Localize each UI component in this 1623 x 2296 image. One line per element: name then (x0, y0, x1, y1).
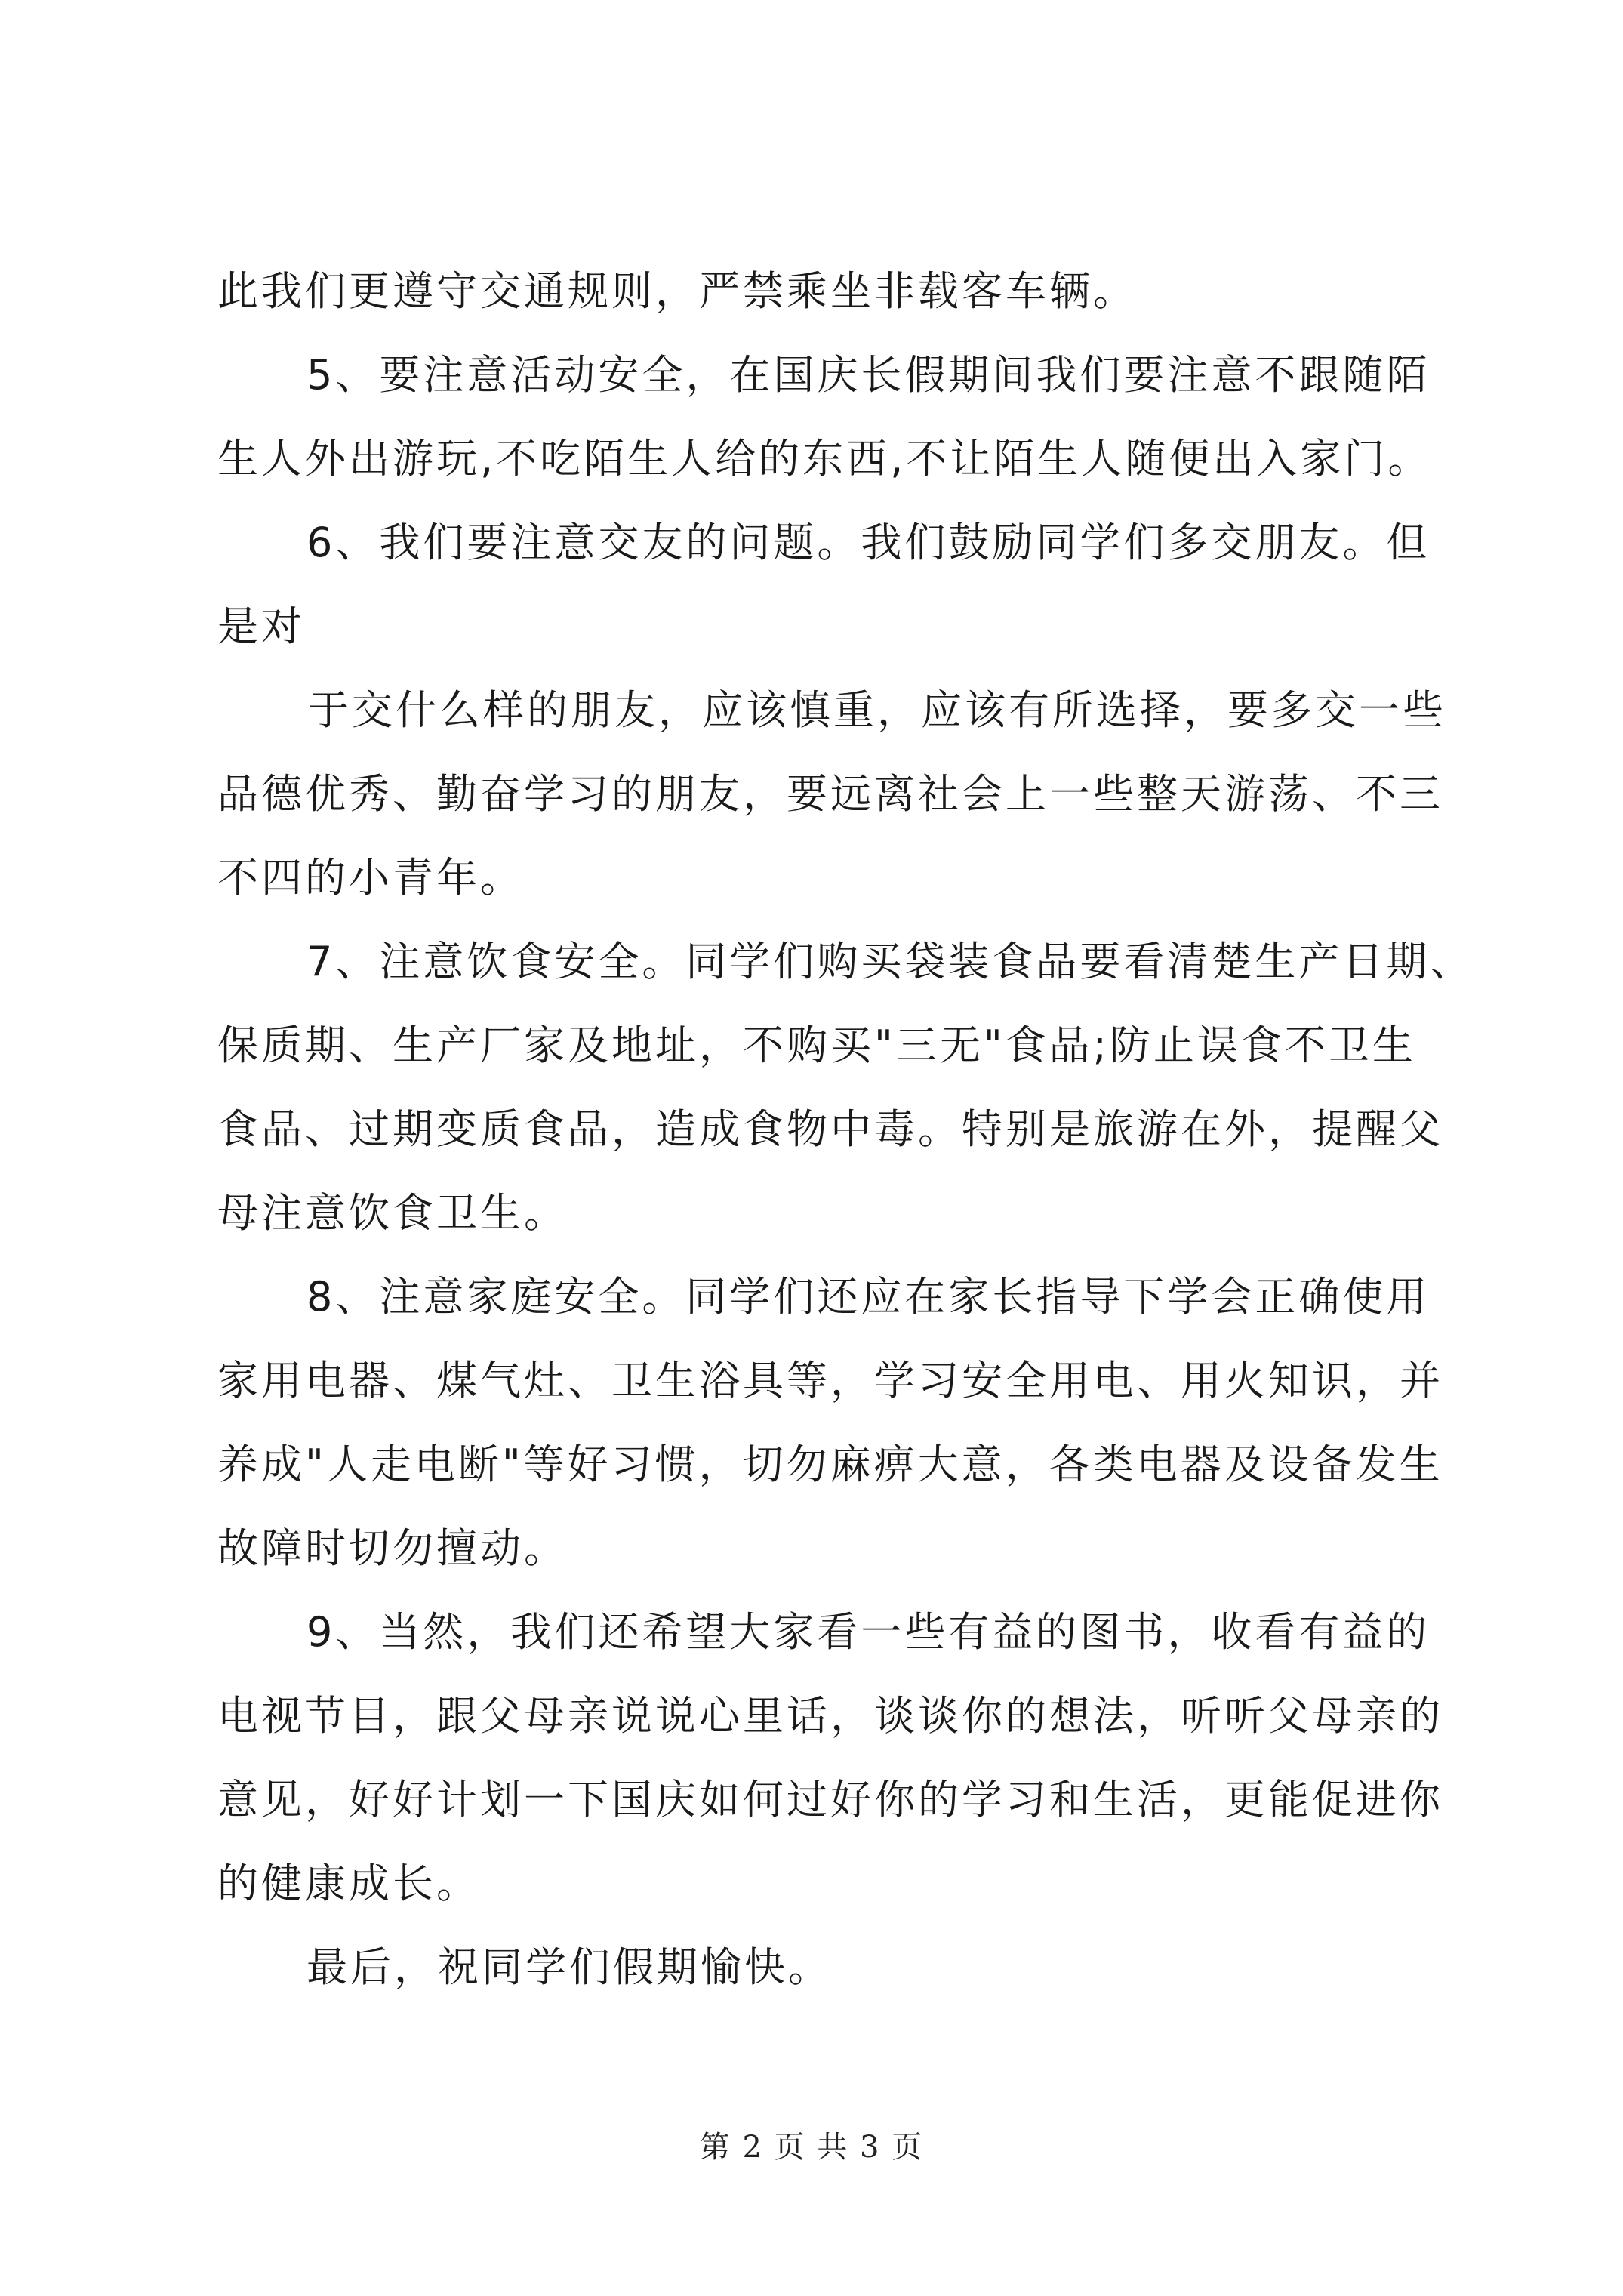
text-line: 7、注意饮食安全。同学们购买袋装食品要看清楚生产日期、 (306, 938, 1474, 985)
text-line: 于交什么样的朋友，应该慎重，应该有所选择，要多交一些 (308, 686, 1446, 734)
text-line: 生人外出游玩,不吃陌生人给的东西,不让陌生人随便出入家门。 (217, 435, 1432, 482)
text-line: 不四的小青年。 (217, 854, 524, 901)
text-line: 养成"人走电断"等好习惯，切勿麻痹大意，各类电器及设备发生 (217, 1441, 1443, 1488)
text-line: 意见，好好计划一下国庆如何过好你的学习和生活，更能促进你 (217, 1776, 1443, 1823)
text-line: 5、要注意活动安全，在国庆长假期间我们要注意不跟随陌 (306, 351, 1431, 399)
text-line: 保质期、生产厂家及地址，不购买"三无"食品;防止误食不卫生 (217, 1022, 1416, 1069)
text-line: 电视节目，跟父母亲说说心里话，谈谈你的想法，听听父母亲的 (217, 1692, 1443, 1740)
text-line: 品德优秀、勤奋学习的朋友，要远离社会上一些整天游荡、不三 (217, 770, 1443, 818)
text-line: 家用电器、煤气灶、卫生浴具等，学习安全用电、用火知识，并 (217, 1357, 1443, 1404)
text-line: 最后，祝同学们假期愉快。 (306, 1943, 832, 1991)
page-footer: 第 2 页 共 3 页 (699, 2130, 924, 2165)
text-line: 6、我们要注意交友的问题。我们鼓励同学们多交朋友。但 (306, 519, 1431, 566)
text-line: 食品、过期变质食品，造成食物中毒。特别是旅游在外，提醒父 (217, 1105, 1443, 1153)
text-line: 是对 (217, 603, 305, 650)
text-line: 9、当然，我们还希望大家看一些有益的图书，收看有益的 (306, 1608, 1431, 1656)
text-line: 此我们更遵守交通规则，严禁乘坐非载客车辆。 (217, 267, 1137, 315)
text-line: 的健康成长。 (217, 1860, 480, 1907)
text-line: 母注意饮食卫生。 (217, 1189, 568, 1237)
text-line: 8、注意家庭安全。同学们还应在家长指导下学会正确使用 (306, 1273, 1431, 1321)
text-line: 故障时切勿擅动。 (217, 1524, 568, 1572)
body-text (217, 249, 1474, 2009)
